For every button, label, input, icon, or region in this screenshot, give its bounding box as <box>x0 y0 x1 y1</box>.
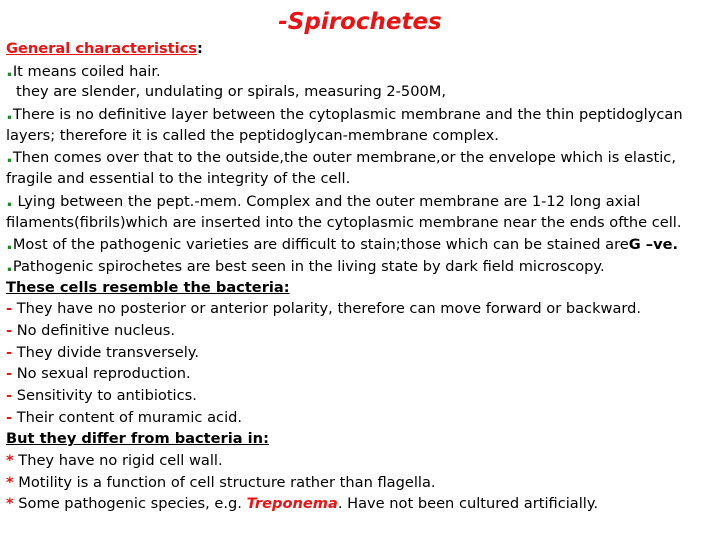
resemble-item: Sensitivity to antibiotics. <box>12 387 197 404</box>
list-item <box>6 233 720 255</box>
list-item <box>6 320 720 342</box>
dash-marker: - <box>6 408 13 426</box>
general-line-1: It means coiled hair. <box>12 62 161 80</box>
bullet-dot: . <box>6 146 13 168</box>
resemble-bacteria-heading: These cells resemble the bacteria: <box>6 278 290 296</box>
bullet-dot: . <box>6 189 13 211</box>
bullet-dot: . <box>6 233 13 255</box>
list-item <box>6 363 720 385</box>
general-line-3b: layers; therefore it is called the peptidoglycan-membrane complex. <box>6 126 499 144</box>
star-marker: * <box>6 495 14 513</box>
general-heading-line <box>6 38 720 60</box>
treponema-genus: Treponema <box>246 495 338 513</box>
dash-marker: - <box>6 365 13 383</box>
general-line-5b: filaments(fibrils)which are inserted into the cytoplasmic membrane near the ends ofthe cell. <box>6 213 682 231</box>
dash-marker: - <box>6 387 13 404</box>
resemble-item: They have no posterior or anterior polarity, therefore can move forward or backward. <box>12 300 642 318</box>
list-item <box>6 407 720 429</box>
resemble-item: No sexual reproduction. <box>12 365 191 383</box>
star-marker: * <box>6 452 14 470</box>
bullet-dot: . <box>6 103 13 125</box>
resemble-item: No definitive nucleus. <box>12 321 176 339</box>
list-item-continuation <box>6 168 720 190</box>
list-item <box>6 385 720 407</box>
slide-content <box>6 38 720 515</box>
heading-colon: : <box>196 40 203 57</box>
differ-item-3-pre: Some pathogenic species, e.g. <box>13 495 247 513</box>
general-line-6: Most of the pathogenic varieties are difficult to stain;those which can be stained are <box>12 236 629 254</box>
gram-negative-label: G –ve. <box>628 236 679 254</box>
list-item-continuation <box>6 125 720 147</box>
differ-heading-line <box>6 428 720 450</box>
list-item <box>6 472 720 494</box>
star-marker: * <box>6 473 14 491</box>
resemble-item: Their content of muramic acid. <box>12 408 243 426</box>
list-item <box>6 450 720 472</box>
resemble-item: They divide transversely. <box>12 343 199 361</box>
dash-marker: - <box>6 343 13 361</box>
list-item-continuation <box>6 212 720 234</box>
list-item <box>6 103 720 125</box>
list-item <box>6 60 720 82</box>
differ-item-3-post: . Have not been cultured artificially. <box>337 495 599 513</box>
general-line-2: they are slender, undulating or spirals, measuring 2-500M, <box>16 83 447 101</box>
general-line-7: Pathogenic spirochetes are best seen in the living state by dark field microscopy. <box>12 257 605 275</box>
general-line-4a: Then comes over that to the outside,the outer membrane,or the envelope which is elastic, <box>12 149 676 167</box>
differ-bacteria-heading: But they differ from bacteria in: <box>6 430 269 448</box>
resemble-heading-line <box>6 277 720 299</box>
bullet-dot: . <box>6 59 13 81</box>
list-item <box>6 298 720 320</box>
list-item <box>6 146 720 168</box>
dash-marker: - <box>6 321 13 339</box>
list-item <box>6 255 720 277</box>
differ-item-1: They have no rigid cell wall. <box>13 452 223 470</box>
list-item <box>6 190 720 212</box>
general-line-3a: There is no definitive layer between the cytoplasmic membrane and the thin peptidoglycan <box>12 106 683 124</box>
slide-title: -Spirochetes <box>278 9 442 35</box>
list-item <box>6 342 720 364</box>
bullet-dot: . <box>6 254 13 276</box>
list-item <box>6 81 720 103</box>
list-item <box>6 493 720 515</box>
general-line-5a: Lying between the pept.-mem. Complex and the outer membrane are 1-12 long axial <box>12 192 641 210</box>
differ-item-2: Motility is a function of cell structure rather than flagella. <box>13 473 436 491</box>
dash-marker: - <box>6 300 13 318</box>
general-characteristics-heading: General characteristics <box>6 40 197 57</box>
general-line-4b: fragile and essential to the integrity of the cell. <box>6 170 351 188</box>
